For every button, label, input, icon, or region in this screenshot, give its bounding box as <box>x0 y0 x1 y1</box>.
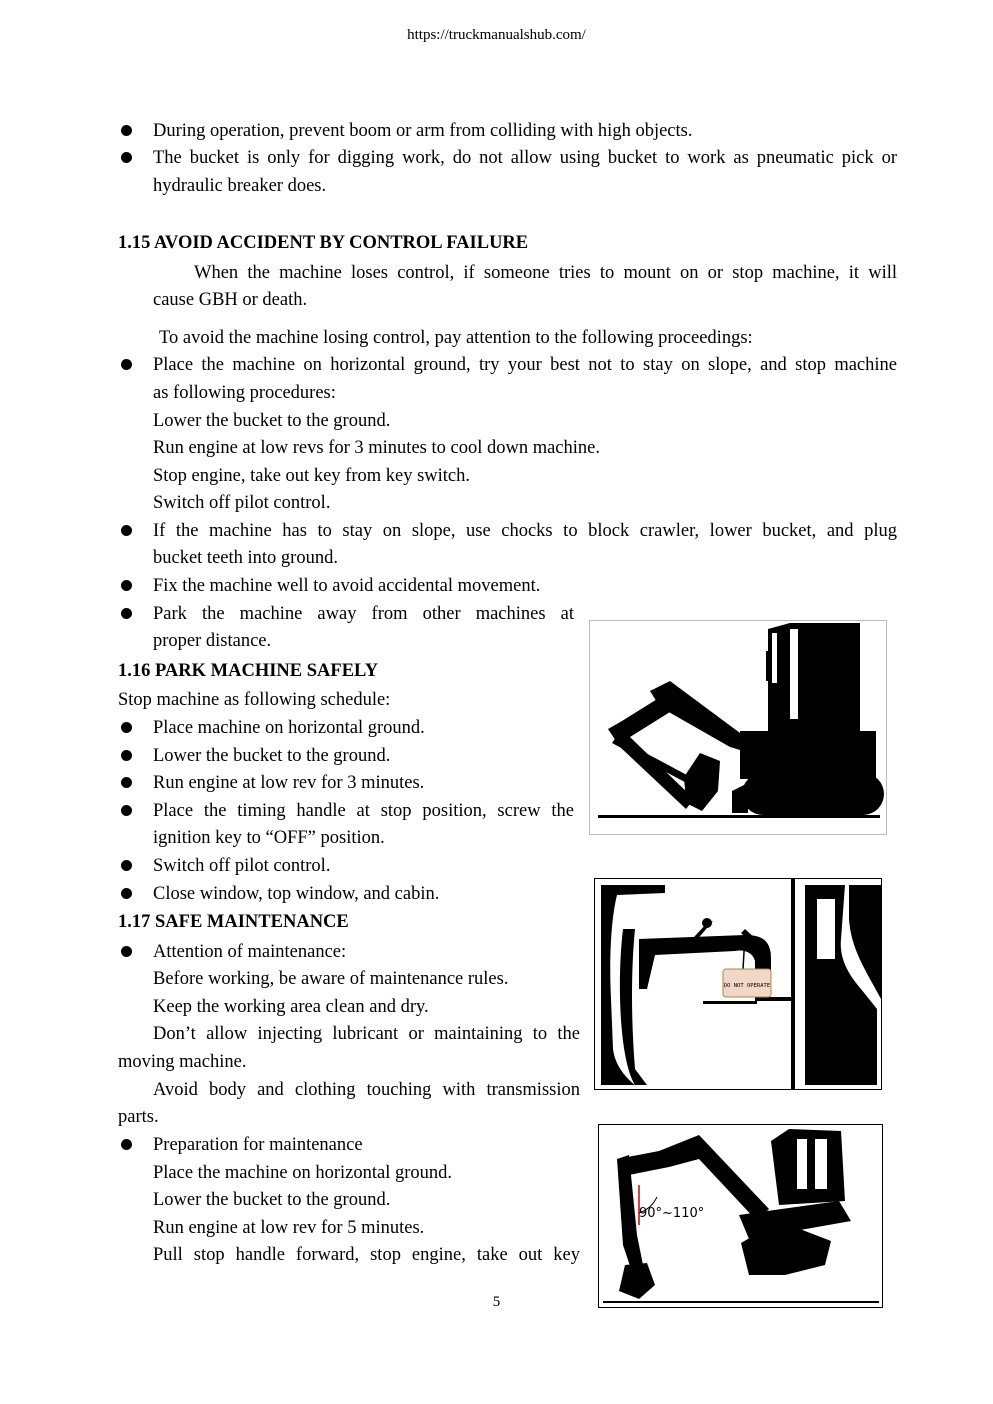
s116-bullet-4-line1: Place the timing handle at stop position, screw the <box>153 801 574 821</box>
s115-paragraph-1-line2: cause GBH or death. <box>153 290 308 310</box>
cabin-silhouette-icon <box>595 879 881 1089</box>
s116-intro: Stop machine as following schedule: <box>118 690 391 710</box>
bullet-icon <box>121 888 132 899</box>
tag-label: DO NOT OPERATE <box>723 983 771 989</box>
s115-paragraph-1-line1: When the machine loses control, if someone tries to mount on or stop machine, it will <box>194 263 897 283</box>
section-1-17-heading: 1.17 SAFE MAINTENANCE <box>118 912 349 932</box>
s116-bullet-3: Run engine at low rev for 3 minutes. <box>153 773 425 793</box>
bullet-icon <box>121 946 132 957</box>
s115-paragraph-2: To avoid the machine losing control, pay attention to the following proceedings: <box>159 328 753 348</box>
bullet-icon <box>121 608 132 619</box>
s115-bullet-2-line1: If the machine has to stay on slope, use chocks to block crawler, lower bucket, and plug <box>153 521 897 541</box>
bullet-icon <box>121 525 132 536</box>
s117-bullet-1: Attention of maintenance: <box>153 942 347 962</box>
maintenance-excavator-icon <box>599 1125 882 1307</box>
s116-bullet-5: Switch off pilot control. <box>153 856 331 876</box>
bullet-icon <box>121 580 132 591</box>
s115-bullet-3: Fix the machine well to avoid accidental movement. <box>153 576 541 596</box>
s115-step-4: Switch off pilot control. <box>153 493 331 513</box>
bullet-icon <box>121 722 132 733</box>
bullet-icon <box>121 125 132 136</box>
s117-prep-1: Place the machine on horizontal ground. <box>153 1163 452 1183</box>
s115-bullet-2-line2: bucket teeth into ground. <box>153 548 338 568</box>
section-1-15-heading: 1.15 AVOID ACCIDENT BY CONTROL FAILURE <box>118 233 529 253</box>
s117-prep-4: Pull stop handle forward, stop engine, take out key <box>153 1245 580 1265</box>
s115-bullet-1-line1: Place the machine on horizontal ground, try your best not to stay on slope, and stop machine <box>153 355 897 375</box>
maintenance-posture-figure <box>598 1124 883 1308</box>
angle-label: 90°~110° <box>639 1206 705 1221</box>
s117-bullet-2: Preparation for maintenance <box>153 1135 363 1155</box>
bullet-icon <box>121 359 132 370</box>
parked-excavator-figure <box>589 620 887 835</box>
s117-prep-2: Lower the bucket to the ground. <box>153 1190 391 1210</box>
s117-attention-4-line2: parts. <box>118 1107 159 1127</box>
s117-attention-3-line1: Don’t allow injecting lubricant or maintaining to the <box>153 1024 580 1044</box>
s115-bullet-4-line1: Park the machine away from other machines at <box>153 604 574 624</box>
excavator-silhouette-icon <box>590 621 886 834</box>
bullet-icon <box>121 777 132 788</box>
s115-step-1: Lower the bucket to the ground. <box>153 411 391 431</box>
s115-bullet-4-line2: proper distance. <box>153 631 272 651</box>
bullet-icon <box>121 805 132 816</box>
s117-attention-1: Before working, be aware of maintenance rules. <box>153 969 509 989</box>
bullet-icon <box>121 860 132 871</box>
page-number: 5 <box>492 1294 501 1310</box>
s116-bullet-4-line2: ignition key to “OFF” position. <box>153 828 385 848</box>
s117-attention-4-line1: Avoid body and clothing touching with transmission <box>153 1080 580 1100</box>
s116-bullet-2: Lower the bucket to the ground. <box>153 746 391 766</box>
header-url: https://truckmanualshub.com/ <box>407 27 586 43</box>
cabin-warning-tag-figure <box>594 878 882 1090</box>
bullet-icon <box>121 1139 132 1150</box>
bullet-icon <box>121 750 132 761</box>
s117-prep-3: Run engine at low rev for 5 minutes. <box>153 1218 425 1238</box>
s117-attention-2: Keep the working area clean and dry. <box>153 997 429 1017</box>
intro-bullet-2-line2: hydraulic breaker does. <box>153 176 327 196</box>
intro-bullet-1: During operation, prevent boom or arm from colliding with high objects. <box>153 121 693 141</box>
s117-attention-3-line2: moving machine. <box>118 1052 247 1072</box>
intro-bullet-2-line1: The bucket is only for digging work, do not allow using bucket to work as pneumatic pick or <box>153 148 897 168</box>
s115-step-3: Stop engine, take out key from key switch. <box>153 466 471 486</box>
bullet-icon <box>121 152 132 163</box>
s115-step-2: Run engine at low revs for 3 minutes to cool down machine. <box>153 438 600 458</box>
s116-bullet-6: Close window, top window, and cabin. <box>153 884 440 904</box>
section-1-16-heading: 1.16 PARK MACHINE SAFELY <box>118 661 379 681</box>
s116-bullet-1: Place machine on horizontal ground. <box>153 718 425 738</box>
s115-bullet-1-line2: as following procedures: <box>153 383 336 403</box>
